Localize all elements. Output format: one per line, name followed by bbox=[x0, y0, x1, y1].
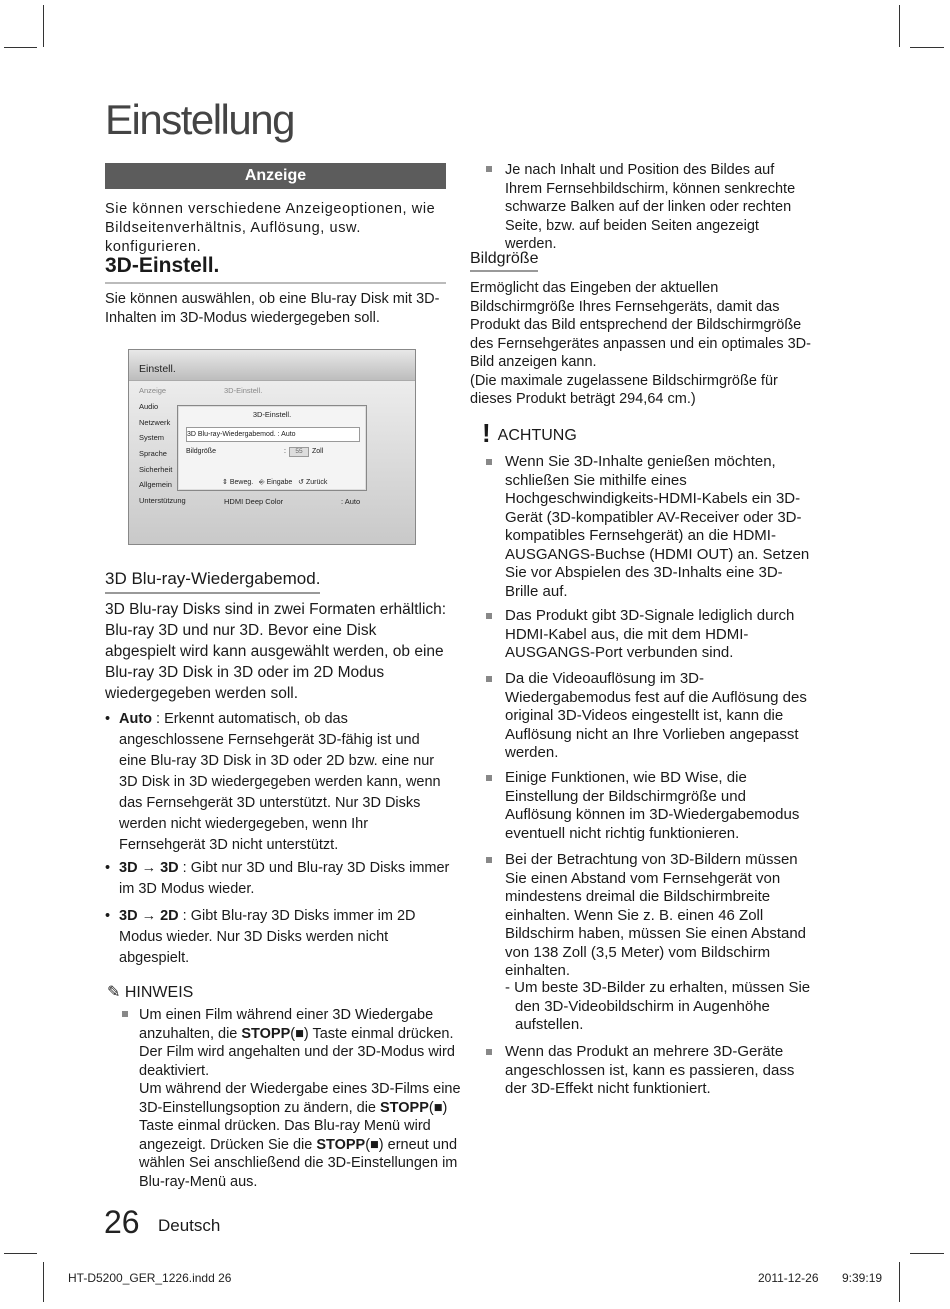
menu-item-audio: Audio bbox=[139, 402, 159, 411]
note-square bbox=[486, 166, 492, 172]
popup-row-wiedergabemod bbox=[186, 427, 360, 442]
screenshot-header bbox=[129, 350, 415, 381]
crop-mark bbox=[43, 5, 44, 47]
caution-item: Wenn Sie 3D-Inhalte genießen möchten, schließen Sie mithilfe eines Hochgeschwindigkeits-HDMI-Kabels ein 3D-Gerät (3D-kompatibler AV-Receiver oder 3D-kompatibles Fernsehgerät) an die HDMI-AUSGANGS-Buchse (HDMI OUT) an. Setzen Sie vor Abspielen des 3D-Inhalts eine 3D-Brille auf. bbox=[505, 453, 810, 600]
page-number: 26 bbox=[104, 1204, 140, 1240]
bullet-text: : Gibt Blu-ray 3D Disks immer im 2D Modus wieder. Nur 3D Disks werden nicht abgespielt. bbox=[119, 908, 416, 966]
caution-square bbox=[486, 459, 492, 465]
menu-item-netzwerk: Netzwerk bbox=[139, 418, 171, 427]
caution-item: Da die Videoauflösung im 3D-Wiedergabemodus fest auf die Auflösung des original 3D-Videos eingestellt ist, kann die Auflösung nicht an Ihre Vorlieben angepasst werden. bbox=[505, 670, 807, 761]
bullet-auto bbox=[105, 709, 450, 856]
popup-3d-einstell bbox=[177, 405, 367, 491]
heading-bildgroesse: Bildgröße bbox=[470, 250, 538, 272]
caution-square bbox=[486, 857, 492, 863]
note-text: Um während der Wiedergabe eines 3D-Films eine 3D-Einstellungsoption zu ändern, die bbox=[139, 1081, 461, 1116]
menu-item-sicherheit: Sicherheit bbox=[139, 465, 173, 474]
popup-row-value: : Auto bbox=[277, 431, 296, 438]
caution-item: Bei der Betrachtung von 3D-Bildern müssen Sie einen Abstand vom Fernsehgerät von mindestens dreimal die Bildschirmbreite einhalten. Wenn Sie z. B. einen 46 Zoll Bildschirm haben, müssen Sie einen Abstand von 138 Zoll (3,5 Meter) vom Bildschirm einhalten. bbox=[505, 851, 807, 979]
tab-3d-einstell: 3D-Einstell. bbox=[224, 386, 263, 395]
popup-title: 3D-Einstell. bbox=[252, 410, 292, 419]
footer-back: Zurück bbox=[305, 479, 328, 486]
note-text: Taste einmal drücken. Der Film wird angehalten und der 3D-Modus wird deaktiviert. bbox=[139, 1025, 455, 1079]
menu-item-anzeige: Anzeige bbox=[139, 386, 167, 395]
caution-square bbox=[486, 775, 492, 781]
updown-icon: ⇕ bbox=[222, 479, 228, 486]
bullet-text: : Erkennt automatisch, ob das angeschlossene Fernsehgerät 3D-fähig ist und eine Blu-ray 3D Disk in 3D oder 2D bzw. eine nur 3D Disk in 3D wiedergegeben werden kann, wenn das Fernsehgerät 3D unterstützt. Nur 3D Disks werden nicht wiedergegeben, wenn Ihr Fernsehgerät 3D nicht unterstützt. bbox=[119, 711, 441, 853]
caution-item: Einige Funktionen, wie BD Wise, die Einstellung der Bildschirmgröße und Auflösung können im 3D-Wiedergabemodus eventuell nicht richtig funktionieren. bbox=[505, 769, 800, 842]
stop-symbol: (■) bbox=[365, 1136, 384, 1153]
crop-mark bbox=[43, 1262, 44, 1302]
bullet-text: : Gibt nur 3D und Blu-ray 3D Disks immer im 3D Modus wieder. bbox=[119, 860, 450, 897]
heading-3d-einstell: 3D-Einstell. bbox=[105, 254, 446, 284]
caution-square bbox=[486, 613, 492, 619]
footer-enter: Eingabe bbox=[266, 479, 293, 486]
section-bar-anzeige: Anzeige bbox=[105, 163, 446, 189]
crop-mark bbox=[4, 1253, 37, 1254]
hdmi-label: HDMI Deep Color bbox=[224, 497, 284, 506]
bullet-3d-3d bbox=[105, 858, 450, 900]
crop-mark bbox=[899, 1262, 900, 1302]
para-3d-einstell: Sie können auswählen, ob eine Blu-ray Disk mit 3D-Inhalten im 3D-Modus wiedergegeben soll. bbox=[105, 291, 440, 326]
crop-mark bbox=[910, 47, 944, 48]
bullet-3d-2d bbox=[105, 906, 450, 969]
enter-icon: ⎆ bbox=[259, 479, 265, 486]
menu-item-system: System bbox=[139, 433, 165, 442]
note-text: Taste einmal drücken. Das Blu-ray Menü wird angezeigt. Drücken Sie die bbox=[139, 1118, 431, 1153]
bullet-term: Auto bbox=[119, 711, 153, 727]
size-unit: Zoll bbox=[311, 448, 324, 455]
menu-item-sprache: Sprache bbox=[139, 449, 167, 458]
footer-time: 9:39:19 bbox=[842, 1271, 883, 1285]
stopp-label: STOPP bbox=[241, 1025, 291, 1042]
footer-file: HT-D5200_GER_1226.indd 26 bbox=[68, 1271, 232, 1285]
heading-wiedergabemod: 3D Blu-ray-Wiedergabemod. bbox=[105, 569, 320, 594]
caution-item: Wenn das Produkt an mehrere 3D-Geräte angeschlossen ist, kann es passieren, dass der 3D-Effekt nicht funktioniert. bbox=[505, 1043, 795, 1097]
stop-symbol: (■) bbox=[290, 1025, 309, 1042]
para-bildgroesse bbox=[470, 279, 815, 409]
hinweis-heading bbox=[107, 982, 193, 1002]
crop-mark bbox=[899, 5, 900, 47]
popup-row-value bbox=[284, 445, 323, 458]
page-title: Einstellung bbox=[105, 96, 294, 143]
crop-mark bbox=[910, 1253, 944, 1254]
bullet-dot: • bbox=[105, 711, 111, 727]
caution-subnote: - Um beste 3D-Bilder zu erhalten, müssen Sie den 3D-Videobildschirm in Augenhöhe aufstellen. bbox=[505, 979, 811, 1033]
page-language: Deutsch bbox=[158, 1216, 221, 1235]
popup-footer bbox=[222, 478, 327, 487]
footer-move: Beweg. bbox=[229, 479, 254, 486]
menu-item-unterstuetzung: Unterstützung bbox=[139, 496, 186, 505]
hinweis-label: HINWEIS bbox=[124, 984, 194, 1001]
bullet-dot: • bbox=[105, 908, 111, 924]
popup-row-sep: : bbox=[284, 448, 286, 455]
menu-item-allgemein: Allgemein bbox=[139, 480, 172, 489]
bullet-dot: • bbox=[105, 860, 111, 876]
stopp-label: STOPP bbox=[316, 1136, 366, 1153]
settings-screenshot bbox=[128, 349, 416, 545]
footer-date: 2011-12-26 bbox=[758, 1271, 819, 1285]
popup-row-label: 3D Blu-ray-Wiedergabemod. bbox=[187, 431, 276, 438]
para-bildgroesse-max: (Die maximale zugelassene Bildschirmgröße für dieses Produkt beträgt 294,64 cm.) bbox=[470, 372, 778, 407]
crop-mark bbox=[4, 47, 37, 48]
top-note: Je nach Inhalt und Position des Bildes auf Ihrem Fernsehbildschirm, können senkrechte schwarze Balken auf der linken oder rechten Seite, bzw. auf beiden Seiten angezeigt werden. bbox=[505, 162, 796, 252]
para-wiedergabemod: 3D Blu-ray Disks sind in zwei Formaten erhältlich: Blu-ray 3D und nur 3D. Bevor eine Disk abgespielt wird kann ausgewählt werden, ob eine Blu-ray 3D Disk in 3D oder im 2D Modus wiedergegeben werden soll. bbox=[105, 601, 447, 702]
screenshot-header-title: Einstell. bbox=[139, 363, 176, 375]
para-bildgroesse-main: Ermöglicht das Eingeben der aktuellen Bildschirmgröße Ihres Fernsehgeräts, damit das Produkt das Bild entsprechend der Bildschirmgröße des Fernsehgerätes anpassen und ein optimales 3D-Bild anzeigen kann. bbox=[470, 280, 811, 370]
intro-text: Sie können verschiedene Anzeigeoptionen, wie Bildseitenverhältnis, Auflösung, usw. konfigurieren. bbox=[105, 201, 436, 255]
popup-row-bildgroesse bbox=[186, 445, 358, 458]
caution-item: Das Produkt gibt 3D-Signale lediglich durch HDMI-Kabel aus, die mit dem HDMI-AUSGANGS-Port verbunden sind. bbox=[505, 607, 795, 661]
caution-square bbox=[486, 1049, 492, 1055]
hinweis-note bbox=[120, 1006, 469, 1191]
popup-row-label: Bildgröße bbox=[186, 448, 216, 455]
size-value-box: 55 bbox=[289, 447, 309, 457]
achtung-heading bbox=[482, 418, 577, 449]
pencil-icon: ✎ bbox=[107, 984, 121, 1001]
achtung-label: ACHTUNG bbox=[497, 427, 577, 444]
stop-symbol: (■) bbox=[428, 1099, 448, 1116]
bullet-term: 3D → 2D bbox=[119, 908, 179, 924]
return-icon: ↺ bbox=[298, 479, 305, 486]
note-text: erneut und wählen Sei anschließend die 3D-Einstellungen im Blu-ray-Menü aus. bbox=[139, 1136, 458, 1190]
exclamation-icon: ! bbox=[482, 418, 491, 448]
note-text: Um einen Film während einer 3D Wiedergabe anzuhalten, die bbox=[139, 1007, 434, 1042]
bullet-term: 3D → 3D bbox=[119, 860, 179, 876]
hdmi-value: : Auto bbox=[341, 497, 361, 506]
caution-square bbox=[486, 676, 492, 682]
stopp-label: STOPP bbox=[380, 1099, 429, 1116]
